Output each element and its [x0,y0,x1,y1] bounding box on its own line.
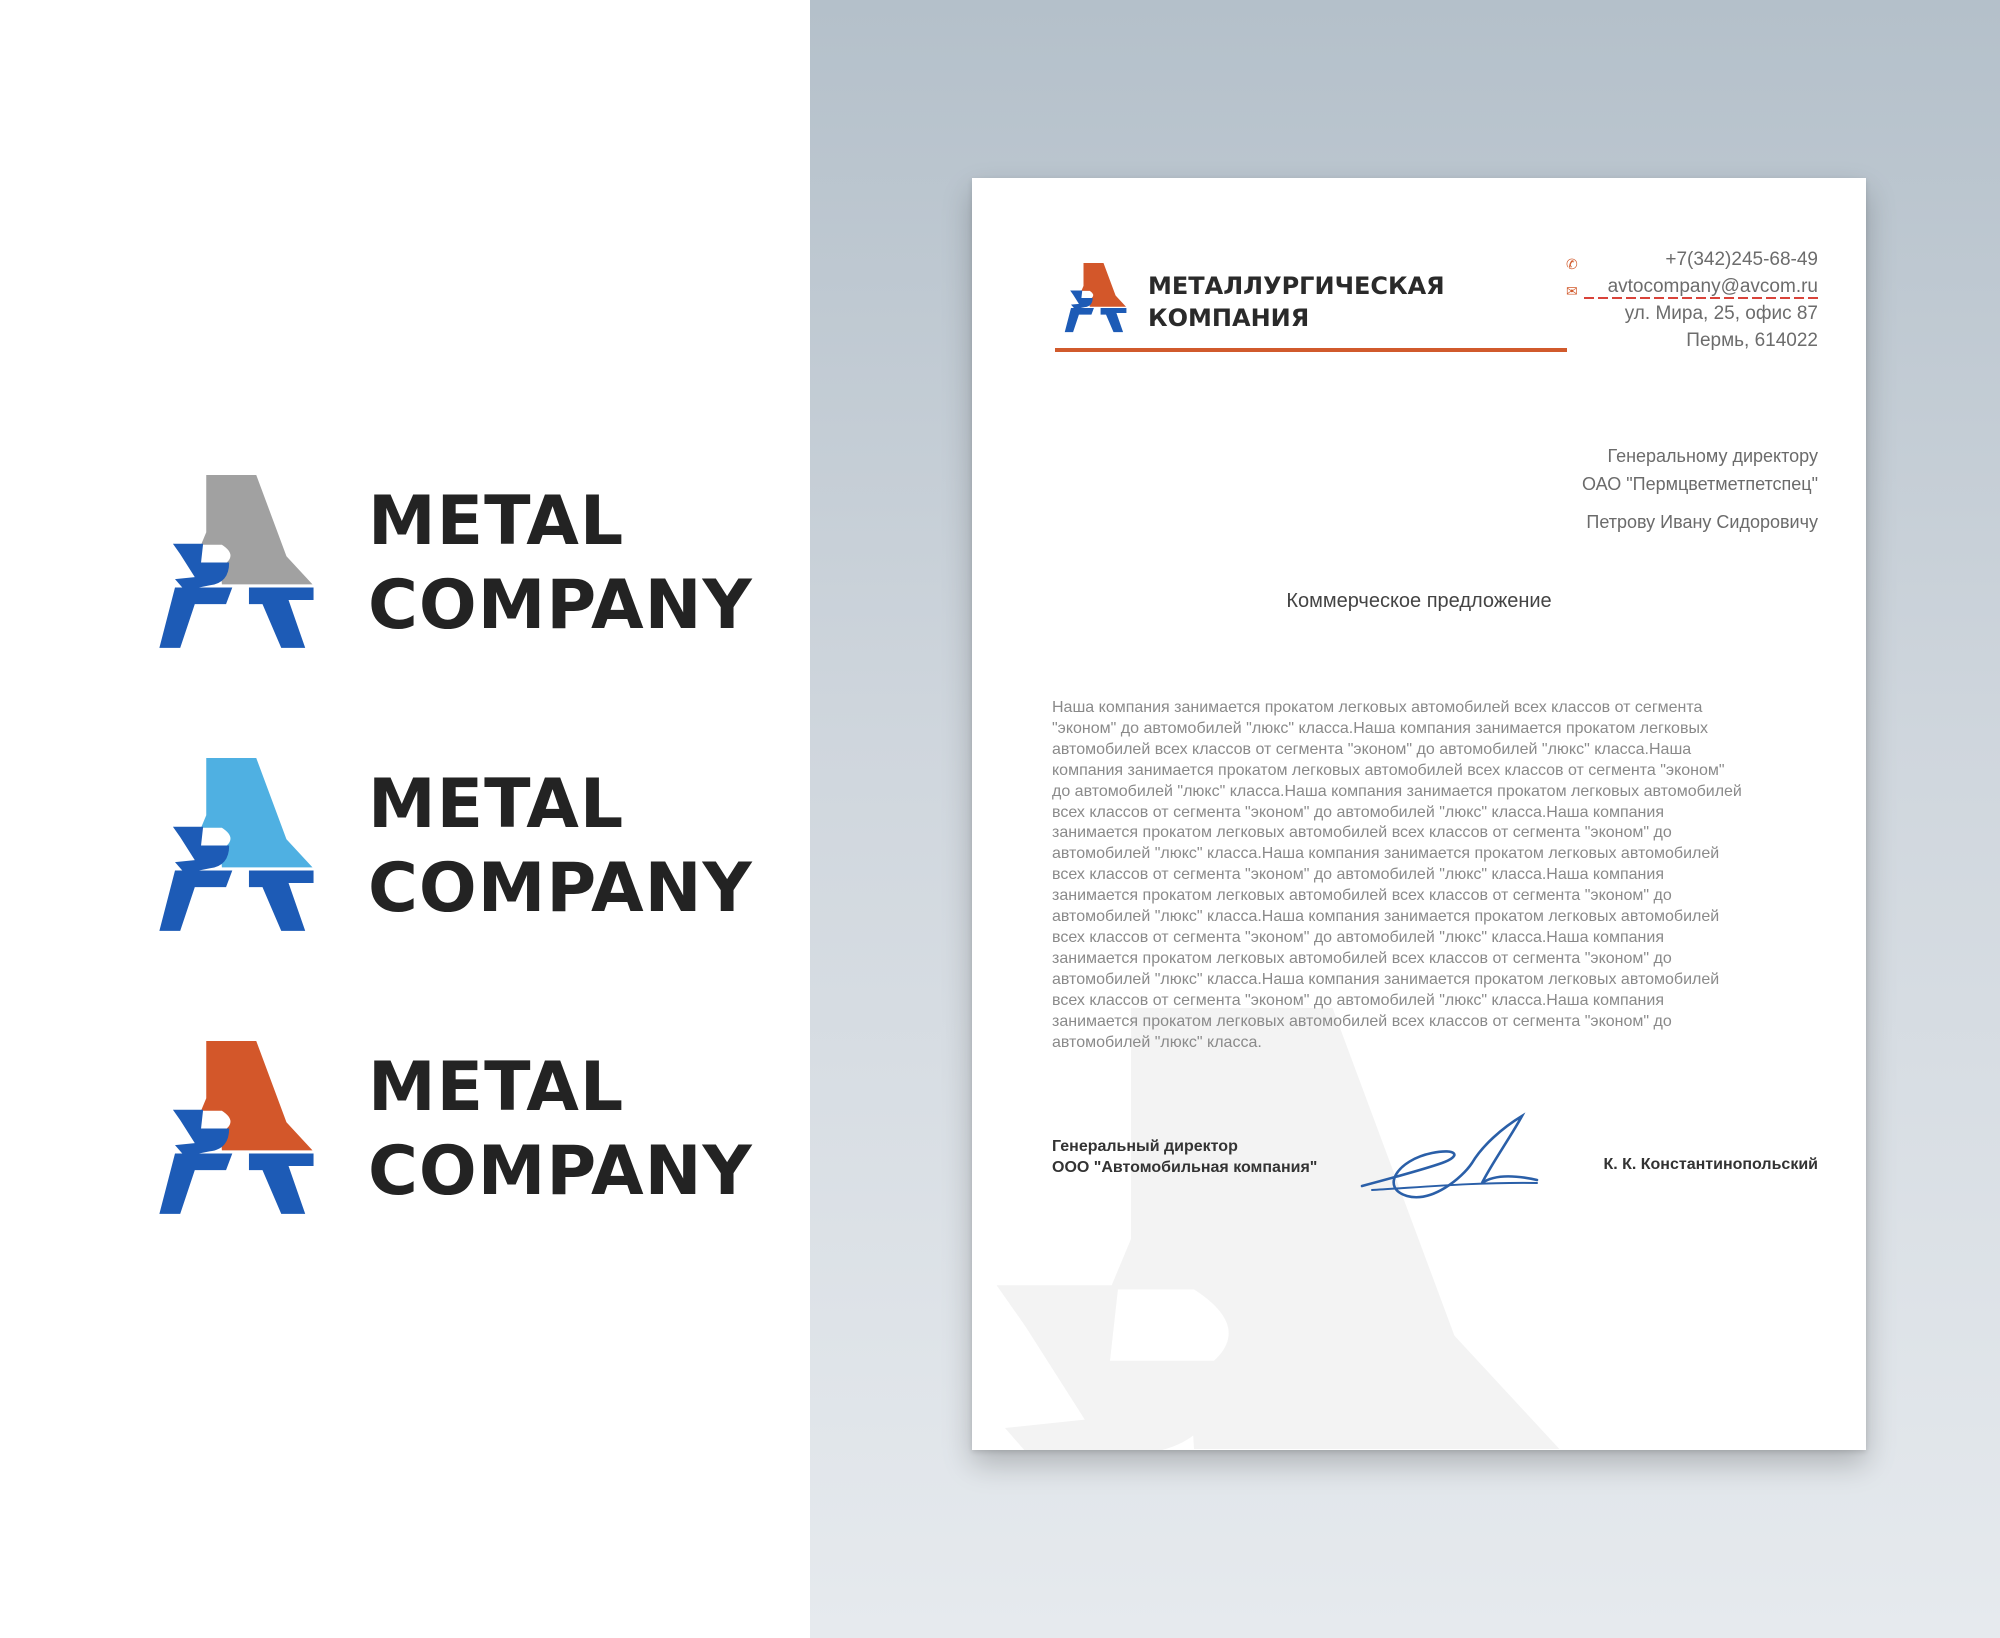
letterhead-company-name [1148,270,1445,334]
address-line1: ул. Мира, 25, офис 87 [1624,303,1818,324]
email-address: avtocompany@avcom.ru [1607,276,1818,297]
body-line: "эконом" до автомобилей "люкс" класса.Наша компания занимается прокатом легковых [1052,719,1708,737]
phone-number: +7(342)245-68-49 [1665,249,1818,270]
body-line: занимается прокатом легковых автомобилей всех классов от сегмента "эконом" до [1052,887,1672,905]
recipient-block [1418,446,1818,533]
body-line: занимается прокатом легковых автомобилей всех классов от сегмента "эконом" до [1052,824,1672,842]
signatory-title-line2: ООО "Автомобильная компания" [1052,1159,1318,1176]
body-line: всех классов от сегмента "эконом" до автомобилей "люкс" класса.Наша компания [1052,866,1664,884]
logo-mark-light-blue [140,758,335,933]
wordmark-line1: METAL [368,1048,625,1127]
logo-variant-orange [140,1041,780,1216]
wordmark-line2: COMPANY [368,1132,753,1211]
body-line: всех классов от сегмента "эконом" до автомобилей "люкс" класса.Наша компания [1052,928,1664,946]
recipient-line3: Петрову Ивану Сидоровичу [1586,512,1818,532]
body-line: занимается прокатом легковых автомобилей всех классов от сегмента "эконом" до [1052,1012,1672,1030]
mail-icon: ✉ [1566,283,1578,299]
logo-variant-gray [140,475,780,650]
contact-phone [1560,246,1818,273]
body-line: до автомобилей "люкс" класса.Наша компания занимается прокатом легковых автомобилей [1052,782,1742,800]
wordmark-line1: METAL [368,765,625,844]
body-line: автомобилей "люкс" класса. [1052,1033,1262,1051]
contact-block [1560,246,1818,354]
recipient-line1: Генеральному директору [1607,446,1818,466]
body-line: всех классов от сегмента "эконом" до автомобилей "люкс" класса.Наша компания [1052,803,1664,821]
body-line: автомобилей всех классов от сегмента "эконом" до автомобилей "люкс" класса.Наша [1052,740,1692,758]
address-line2: Пермь, 614022 [1686,330,1818,351]
signer-name: К. К. Константинопольский [1603,1156,1818,1173]
logo-variant-light-blue [140,758,780,933]
document-title: Коммерческое предложение [1286,590,1552,612]
wordmark-line2: COMPANY [368,849,753,928]
signatory-title [1052,1136,1317,1178]
body-line: всех классов от сегмента "эконом" до автомобилей "люкс" класса.Наша компания [1052,991,1664,1009]
recipient-line2: ОАО "Пермцветметпетспец" [1582,474,1818,494]
letterhead-logo-mark [1057,263,1135,333]
company-name-line2: КОМПАНИЯ [1148,304,1310,332]
letterhead-page [972,178,1866,1450]
wordmark-line1: METAL [368,482,625,561]
logo-mark-gray [140,475,335,650]
signatory-title-line1: Генеральный директор [1052,1138,1238,1155]
logo-showcase-panel [0,0,810,1638]
wordmark-line2: COMPANY [368,566,753,645]
email-underline [1584,297,1818,299]
body-line: Наша компания занимается прокатом легковых автомобилей всех классов от сегмента [1052,699,1703,716]
logo-mark-orange [140,1041,335,1216]
phone-icon: ✆ [1566,256,1578,272]
header-divider [1055,348,1567,352]
body-line: автомобилей "люкс" класса.Наша компания занимается прокатом легковых автомобилей [1052,908,1720,926]
body-line: компания занимается прокатом легковых автомобилей всех классов от сегмента "эконом" [1052,761,1725,779]
contact-email [1560,273,1818,300]
handwritten-signature [1352,1108,1542,1218]
body-line: занимается прокатом легковых автомобилей всех классов от сегмента "эконом" до [1052,949,1672,967]
body-line: автомобилей "люкс" класса.Наша компания занимается прокатом легковых автомобилей [1052,845,1720,863]
company-name-line1: МЕТАЛЛУРГИЧЕСКАЯ [1148,272,1445,300]
body-line: автомобилей "люкс" класса.Наша компания занимается прокатом легковых автомобилей [1052,970,1720,988]
letter-body [1052,698,1800,1053]
